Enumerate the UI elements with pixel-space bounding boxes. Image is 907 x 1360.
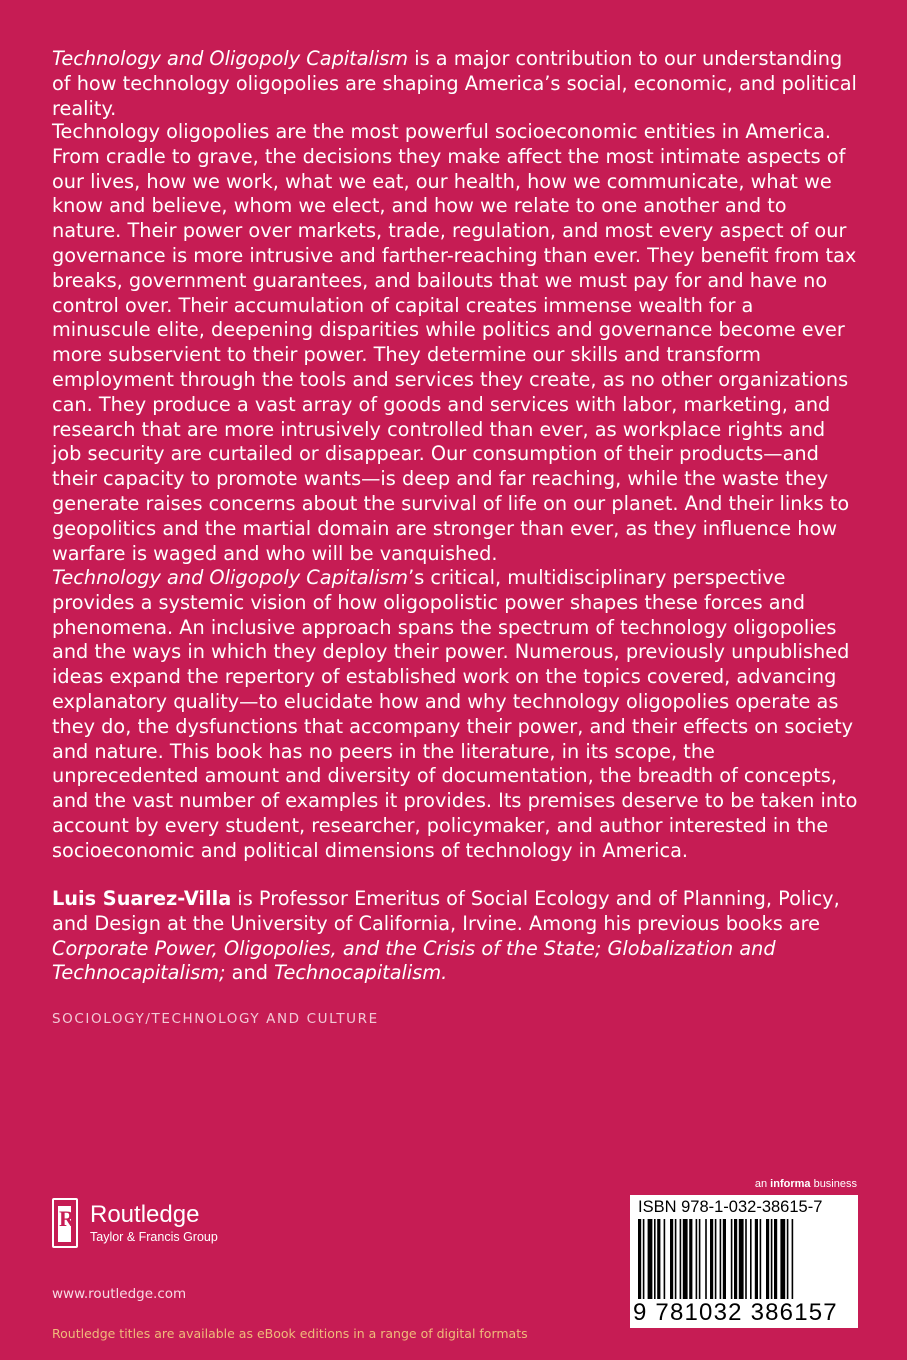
routledge-r-icon: R (52, 1198, 78, 1248)
body-paragraph: Technology oligopolies are the most powerful socioeconomic entities in America. From cradle to grave, the decisions they make affect the most intimate aspects of our lives, how we work, what we eat, our health, how we communicate, what we know and believe, whom we elect, and how we relate to one another and to nature. Their power over markets, trade, regulation, and most every aspect of our governance is more intrusive and farther-reaching than ever. They benefit from tax breaks, government guarantees, and bailouts that we must pay for and have no control over. Their accumulation of capital creates immense wealth for a minuscule elite, deepening disparities while politics and governance become ever more subservient to their power. They determine our skills and transform employment through the tools and services they create, as no other organizations can. They produce a vast array of goods and services with labor, marketing, and research that are more intrusively controlled than ever, as workplace rights and job security are curtailed or disappear. Our consumption of their products—and their capacity to promote wants—is deep and far reaching, while the waste they generate raises concerns about the survival of life on our planet. And their links to geopolitics and the martial domain are stronger than ever, as they influence how warfare is waged and who will be vanquished. (52, 120, 857, 565)
barcode-digits: 9 781032 386157 (633, 1299, 838, 1326)
author-name: Luis Suarez-Villa (52, 887, 232, 910)
intro-paragraph (52, 47, 858, 121)
perspective-text: ’s critical, multidisciplinary perspective provides a systemic vision of how oligopolistic power shapes these forces and phenomena. An inclusive approach spans the spectrum of technology oligopolies and the ways in which they deploy their power. Numerous, previously unpublished ideas expand the repertory of established work on the topics covered, advancing explanatory quality—to elucidate how and why technology oligopolies operate as they do, the dysfunctions that accompany their power, and their effects on society and nature. This book has no peers in the literature, in its scope, the unprecedented amount and diversity of documentation, the breadth of concepts, and the vast number of examples it provides. Its premises deserve to be taken into account by every student, researcher, policymaker, and author interested in the socioeconomic and political dimensions of technology in America. (52, 566, 858, 862)
previous-books: Corporate Power, Oligopolies, and the Crisis of the State; Globalization and Technocapitalism; (52, 936, 776, 985)
subject-category: SOCIOLOGY/TECHNOLOGY AND CULTURE (52, 1011, 379, 1027)
publisher-logo (52, 1198, 232, 1258)
publisher-url[interactable]: www.routledge.com (52, 1286, 187, 1302)
author-bio (52, 887, 858, 986)
informa-label: an informa business (754, 1178, 857, 1190)
publisher-group: Taylor & Francis Group (90, 1230, 218, 1244)
perspective-paragraph (52, 566, 858, 864)
ebook-note: Routledge titles are available as eBook editions in a range of digital formats (52, 1326, 528, 1341)
isbn-barcode-box (630, 1195, 858, 1328)
intro-text: is a major contribution to our understanding of how technology oligopolies are shaping America’s social, economic, and political reality. (52, 47, 857, 120)
barcode-icon (638, 1219, 850, 1299)
publisher-name: Routledge (90, 1201, 200, 1228)
isbn-label: ISBN 978-1-032-38615-7 (638, 1198, 823, 1216)
previous-book: Technocapitalism. (274, 961, 448, 985)
conjunction: and (225, 961, 275, 985)
book-title: Technology and Oligopoly Capitalism (52, 47, 409, 70)
book-title: Technology and Oligopoly Capitalism (52, 566, 409, 589)
author-bio-text: is Professor Emeritus of Social Ecology and of Planning, Policy, and Design at the University of California, Irvine. Among his previous books are (52, 887, 840, 935)
